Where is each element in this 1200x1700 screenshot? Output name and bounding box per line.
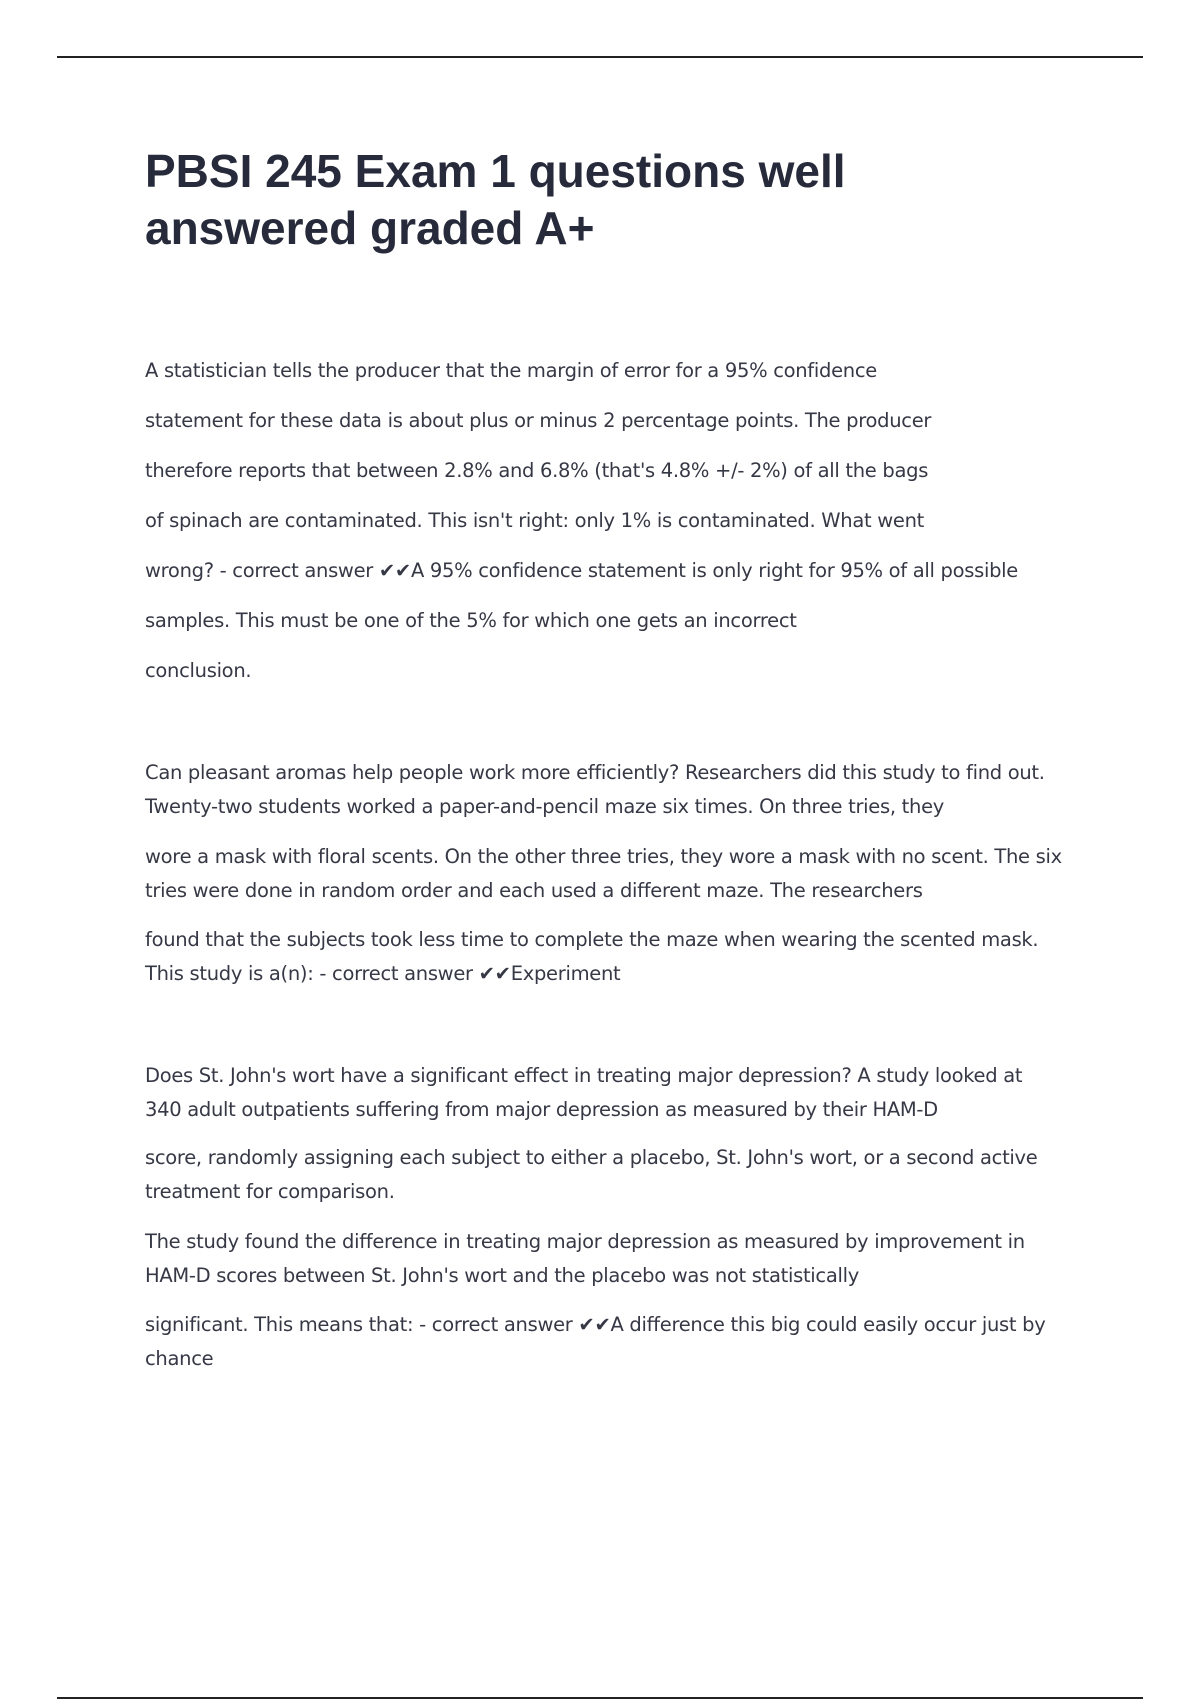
- question-line: of spinach are contaminated. This isn't right: only 1% is contaminated. What went: [145, 509, 924, 532]
- question-line: conclusion.: [145, 659, 252, 682]
- bottom-divider: [57, 1697, 1143, 1699]
- question-line: treatment for comparison.: [145, 1180, 395, 1203]
- question-line: Twenty-two students worked a paper-and-pencil maze six times. On three tries, they: [145, 795, 944, 818]
- question-3-block-3: [145, 1225, 1105, 1293]
- page-title: [145, 143, 1045, 257]
- question-line: found that the subjects took less time to complete the maze when wearing the scented mask.: [145, 928, 1039, 951]
- question-line: statement for these data is about plus or minus 2 percentage points. The producer: [145, 409, 932, 432]
- question-3-block-2: [145, 1141, 1105, 1209]
- question-line: Does St. John's wort have a significant effect in treating major depression? A study looked at: [145, 1064, 1023, 1087]
- top-divider: [57, 56, 1143, 58]
- question-line: chance: [145, 1347, 214, 1370]
- question-line: wrong? - correct answer ✔✔A 95% confidence statement is only right for 95% of all possible: [145, 559, 1018, 582]
- question-line: significant. This means that: - correct answer ✔✔A difference this big could easily occur just by: [145, 1313, 1046, 1336]
- page-title-line: PBSI 245 Exam 1 questions well: [145, 145, 846, 197]
- question-2-block-1: [145, 756, 1105, 824]
- question-2-block-2: [145, 840, 1105, 908]
- question-line: tries were done in random order and each used a different maze. The researchers: [145, 879, 923, 902]
- question-line: Can pleasant aromas help people work more efficiently? Researchers did this study to find out.: [145, 761, 1045, 784]
- page-title-line: answered graded A+: [145, 202, 595, 254]
- question-line: samples. This must be one of the 5% for which one gets an incorrect: [145, 609, 797, 632]
- question-line: wore a mask with floral scents. On the other three tries, they wore a mask with no scent. The six: [145, 845, 1062, 868]
- question-line: The study found the difference in treating major depression as measured by improvement in: [145, 1230, 1025, 1253]
- question-1: [145, 356, 1105, 706]
- question-2-block-3: [145, 923, 1105, 991]
- question-line: This study is a(n): - correct answer ✔✔Experiment: [145, 962, 621, 985]
- question-line: 340 adult outpatients suffering from major depression as measured by their HAM-D: [145, 1098, 938, 1121]
- question-line: therefore reports that between 2.8% and 6.8% (that's 4.8% +/- 2%) of all the bags: [145, 459, 929, 482]
- question-line: A statistician tells the producer that the margin of error for a 95% confidence: [145, 359, 877, 382]
- question-line: HAM-D scores between St. John's wort and the placebo was not statistically: [145, 1264, 859, 1287]
- question-3-block-4: [145, 1308, 1105, 1376]
- question-line: score, randomly assigning each subject to either a placebo, St. John's wort, or a second active: [145, 1146, 1038, 1169]
- question-3-block-1: [145, 1059, 1105, 1127]
